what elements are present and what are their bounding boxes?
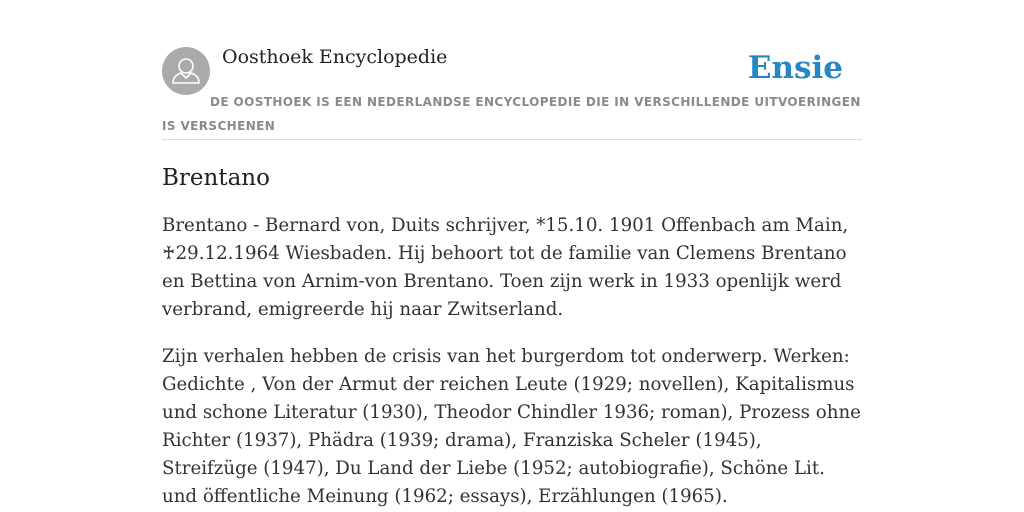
article-paragraph: Zijn verhalen hebben de crisis van het burgerdom tot onderwerp. Werken: Gedichte , Von der Armut der reichen Leute (1929; novellen), Kapitalismus und schone Literatur (1930), Theodor Chindler 1936; roman), Prozess ohne Richter (1937), Phädra (1939; drama), Franziska Scheler (1945), Streifzüge (1947), Du Land der Liebe (1952; autobiografie), Schöne Lit. und öffentliche Meinung (1962; essays), Erzählungen (1965). <box>162 346 861 507</box>
site-tagline: DE OOSTHOEK IS EEN NEDERLANDSE ENCYCLOPEDIE DIE IN VERSCHILLENDE UITVOERINGEN IS VERSCHENEN <box>162 95 861 133</box>
ensie-logo-link[interactable]: Ensie <box>747 50 843 86</box>
site-title[interactable]: Oosthoek Encyclopedie <box>222 46 448 68</box>
avatar[interactable] <box>162 47 210 95</box>
article-title: Brentano <box>162 165 270 191</box>
site-header <box>162 40 862 140</box>
article <box>162 160 862 511</box>
article-paragraph: Brentano - Bernard von, Duits schrijver, *15.10. 1901 Offenbach am Main, ♰29.12.1964 Wiesbaden. Hij behoort tot de familie van Clemens Brentano en Bettina von Arnim-von Brentano. Toen zijn werk in 1933 openlijk werd verbrand, emigreerde hij naar Zwitserland. <box>162 215 849 320</box>
user-icon <box>162 47 210 95</box>
